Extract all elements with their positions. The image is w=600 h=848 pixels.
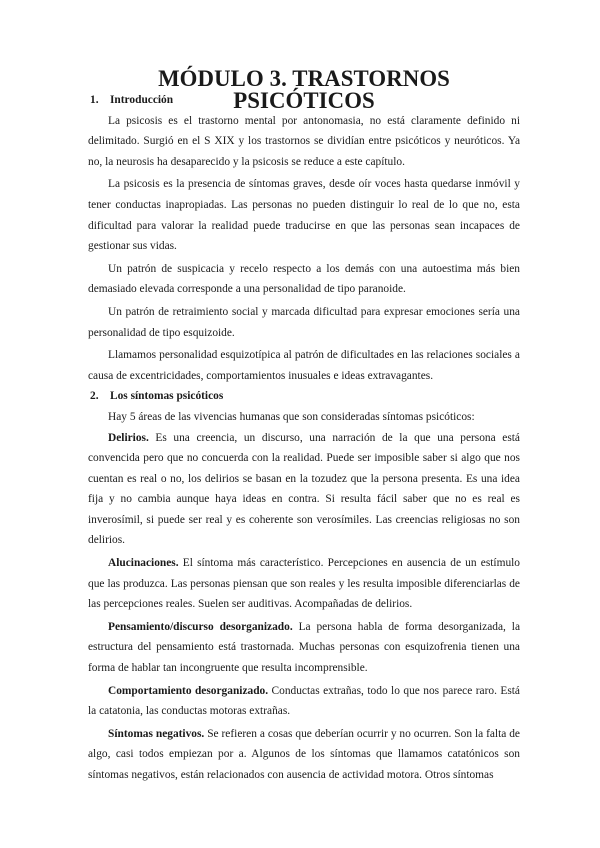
- paragraph: La psicosis es el trastorno mental por antonomasia, no está claramente definido ni delimitado. Surgió en el S XIX y los trastornos se dividían entre psicóticos y neuróticos. Ya no, la neurosis ha desaparecido y la psicosis se reduce a este capítulo.: [88, 114, 520, 168]
- symptom-text: La persona habla de forma desorganizada, la estructura del pensamiento está trastornada. Muchas personas con esquizofrenia tienen una forma de hablar tan incongruente que resulta incomprensible.: [88, 620, 520, 675]
- document-body: [88, 68, 520, 786]
- symptom-term: Síntomas negativos.: [108, 727, 205, 740]
- paragraph: Hay 5 áreas de las vivencias humanas que son consideradas síntomas psicóticos:: [108, 410, 475, 423]
- section-number: 2.: [90, 390, 99, 403]
- symptom-text: El síntoma más característico. Percepciones en ausencia de un estímulo que las produzca. Las personas piensan que son reales y les resulta imposible diferenciarlas de las percepciones reales. Suelen ser auditivas. Acompañadas de delirios.: [88, 557, 520, 611]
- symptom-term: Alucinaciones.: [108, 557, 179, 570]
- symptom-paragraph: [88, 724, 520, 786]
- symptom-term: Comportamiento desorganizado.: [108, 684, 269, 697]
- paragraph: Llamamos personalidad esquizotípica al patrón de dificultades en las relaciones sociales a causa de excentricidades, comportamientos inusuales e ideas extravagantes.: [88, 349, 520, 382]
- symptom-text: Conductas extrañas, todo lo que nos parece raro. Está la catatonia, las conductas motoras extrañas.: [88, 684, 520, 718]
- paragraph: La psicosis es la presencia de síntomas graves, desde oír voces hasta quedarse inmóvil y tener conductas inapropiadas. Las personas no pueden distinguir lo real de lo que no, esta dificultad para valorar la realidad puede traducirse en que las personas sean incapaces de gestionar sus vidas.: [88, 178, 520, 253]
- section-number: 1.: [90, 94, 99, 106]
- symptom-text: Es una creencia, un discurso, una narración de la que una persona está convencida pero que no concuerda con la realidad. Puede ser imposible saber si algo que nos cuentan es real o no, los delirios se basan en la tozudez que la persona presenta. Es una idea fija y no cambia aunque haya ideas en contra. Si resulta fácil saber que no es real es inverosímil, si puede ser real y es coherente son verosímiles. Las creencias religiosas no son delirios.: [88, 431, 520, 547]
- document-title: MÓDULO 3. TRASTORNOS PSICÓTICOS: [158, 66, 450, 113]
- symptom-paragraph: [88, 681, 520, 722]
- symptom-paragraph: [88, 617, 520, 679]
- paragraph: Un patrón de suspicacia y recelo respecto a los demás con una autoestima más bien demasiado elevada corresponde a una personalidad de tipo paranoide.: [88, 262, 520, 296]
- paragraph: Un patrón de retraimiento social y marcada dificultad para expresar emociones sería una personalidad de tipo esquizoide.: [88, 305, 520, 339]
- symptom-paragraph: [88, 428, 520, 552]
- symptom-term: Delirios.: [108, 431, 149, 444]
- section-title: Los síntomas psicóticos: [110, 390, 224, 403]
- section-heading-sintomas: [88, 386, 520, 407]
- symptom-text: Se refieren a cosas que deberían ocurrir y no ocurren. Son la falta de algo, casi todos empiezan por a. Algunos de los síntomas que llamamos catatónicos son síntomas negativos, están relacionados con ausencia de actividad motora. Otros síntomas: [88, 727, 520, 781]
- symptom-term: Pensamiento/discurso desorganizado.: [108, 620, 293, 633]
- section-title: Introducción: [110, 94, 174, 106]
- symptom-paragraph: [88, 553, 520, 615]
